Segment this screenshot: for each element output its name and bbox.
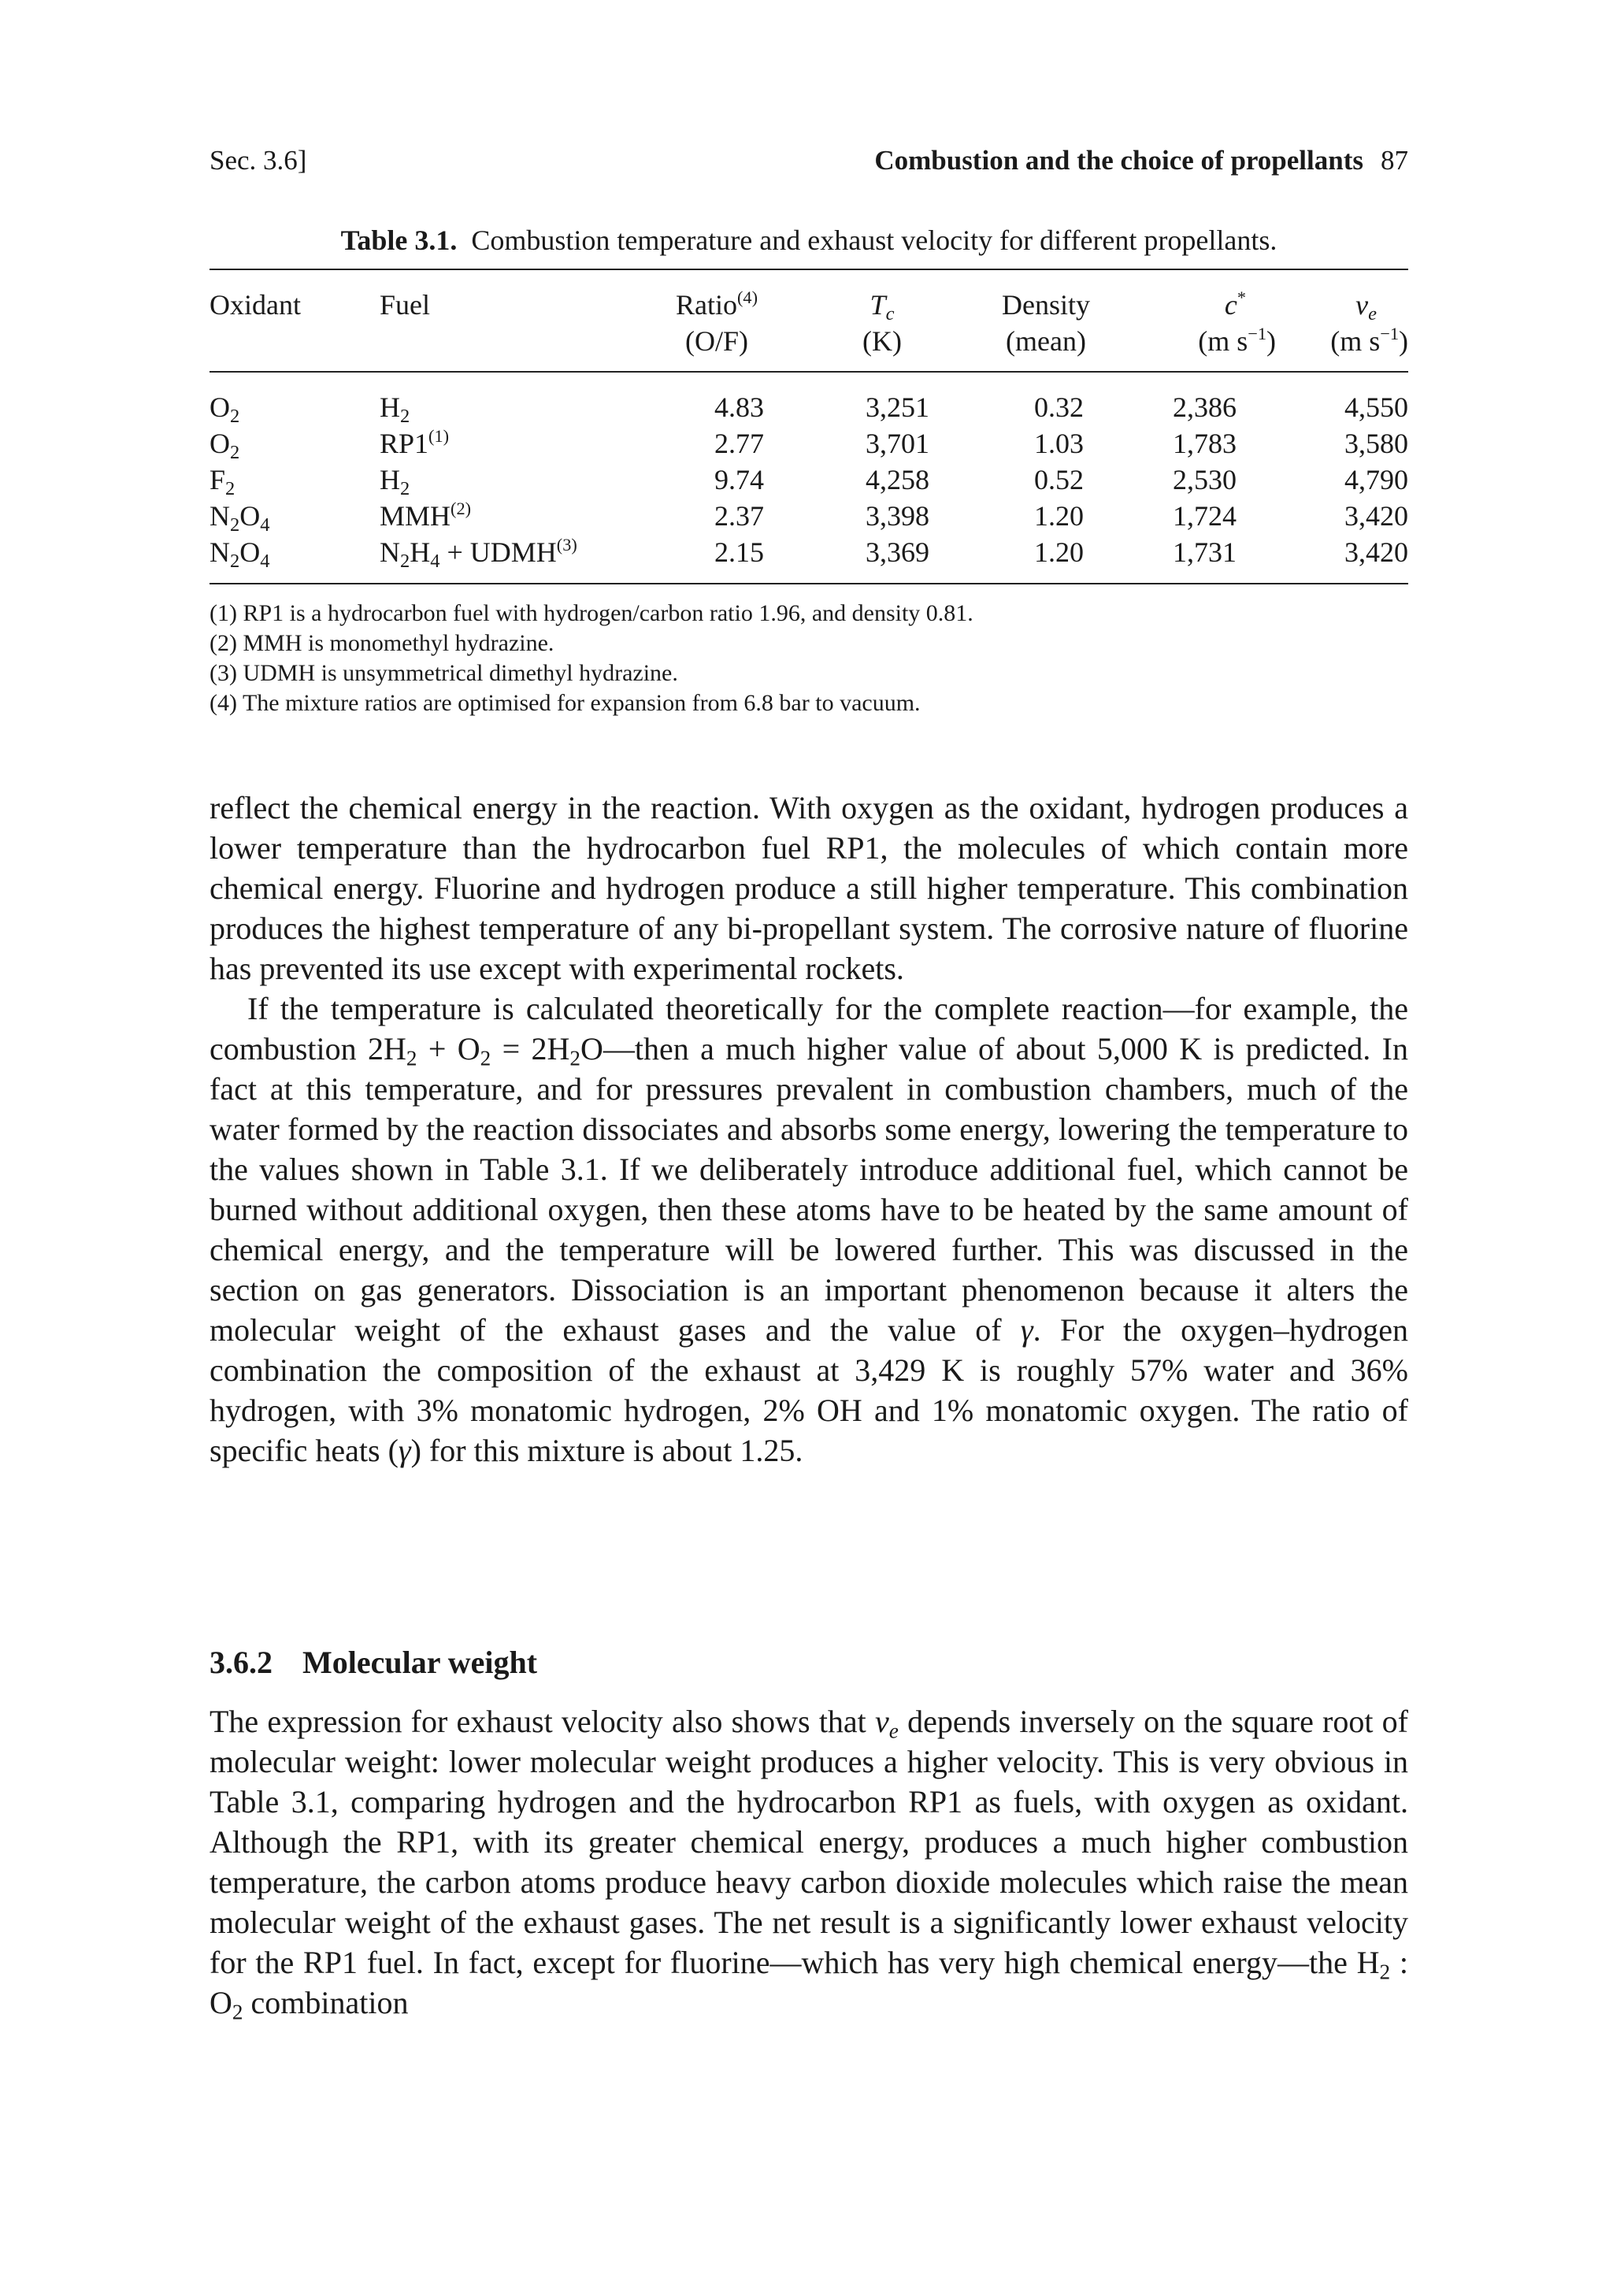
table-label: Table 3.1. — [340, 224, 458, 256]
cell-ve: 3,580 — [1344, 428, 1408, 459]
cell-density: 1.20 — [1034, 500, 1084, 532]
cell-oxidant: $O_2$ — [210, 428, 240, 463]
cell-ve: 4,790 — [1344, 464, 1408, 495]
cell-oxidant: $N_2O_4$ — [210, 500, 270, 536]
table-bottom-rule — [210, 583, 1408, 584]
cell-density: 0.32 — [1034, 391, 1084, 423]
cell-tc: 3,701 — [866, 428, 929, 459]
cell-ratio: 4.83 — [714, 391, 764, 423]
cell-ve: 3,420 — [1344, 536, 1408, 568]
header-density: Density (mean) — [1002, 289, 1090, 357]
cell-ratio: 2.77 — [714, 428, 764, 459]
section-title: Molecular weight — [302, 1645, 538, 1680]
cell-tc: 3,251 — [866, 391, 929, 423]
header-ve: $v_e$ (m $s^{-1}$) — [1330, 289, 1408, 357]
paragraph: reflect the chemical energy in the reaction. With oxygen as the oxidant, hydrogen produces a lower temperature than the hydrocarbon fuel RP1, the molecules of which contain more chemical energy. Fluorine and hydrogen produce a still higher temperature. This combination produces the highest temperature of any bi-propellant system. The corrosive nature of fluorine has prevented its use except with experimental rockets. — [210, 790, 1408, 986]
cell-cstar: 1,724 — [1173, 500, 1237, 532]
paragraph: The expression for exhaust velocity also shows that $v_e$ depends inversely on the square root of molecular weight: lower molecular weight produces a higher velocity. This is very obvious in Table 3.1, comparing hydrogen and the hydrocarbon RP1 as fuels, with oxygen as oxidant. Although the RP1, with its greater chemical energy, produces a much higher combustion temperature, the carbon atoms produce heavy carbon dioxide molecules which raise the mean molecular weight of the exhaust gases. The net result is a significantly lower exhaust velocity for the RP1 fuel. In fact, except for fluorine—which has very high chemical energy—the $H_2$ : $O_2$ combination — [210, 1704, 1408, 2024]
running-title: Combustion and the choice of propellants — [874, 145, 1363, 176]
table-notes — [210, 599, 1408, 718]
body-text-block-2 — [210, 1701, 1408, 2023]
running-title-group — [874, 140, 1408, 181]
table-header-rule — [210, 371, 1408, 373]
section-heading — [210, 1642, 537, 1683]
table-note: (2) MMH is monomethyl hydrazine. — [210, 630, 554, 656]
table-note: (1) RP1 is a hydrocarbon fuel with hydrogen/carbon ratio 1.96, and density 0.81. — [210, 600, 973, 626]
table-note: (3) UDMH is unsymmetrical dimethyl hydrazine. — [210, 660, 678, 686]
paragraph: If the temperature is calculated theoretically for the complete reaction—for example, the combustion $2H_2 + O_2$ = $2H_2O—then$ a much higher value of about 5,000 K is predicted. In fact at this temperature, and for pressures prevalent in combustion chambers, much of the water formed by the reaction dissociates and absorbs some energy, lowering the temperature to the values shown in Table 3.1. If we deliberately introduce additional fuel, which cannot be burned without additional oxygen, then these atoms have to be heated by the same amount of chemical energy, and the temperature will be lowered further. This was discussed in the section on gas generators. Dissociation is an important phenomenon because it alters the molecular weight of the exhaust gases and the value of γ. For the oxygen–hydrogen combination the composition of the exhaust at 3,429 K is roughly 57% water and 36% hydrogen, with 3% monatomic hydrogen, 2% OH and 1% monatomic oxygen. The ratio of specific heats (γ) for this mixture is about 1.25. — [210, 991, 1408, 1468]
header-cstar: c* (m $s^{-1}$) — [1198, 287, 1276, 357]
cell-fuel: RP1$^{(1)}$ — [380, 426, 450, 459]
table-note: (4) The mixture ratios are optimised for expansion from 6.8 bar to vacuum. — [210, 690, 921, 716]
cell-ratio: 9.74 — [714, 464, 764, 495]
cell-density: 0.52 — [1034, 464, 1084, 495]
running-head — [210, 140, 1408, 181]
cell-fuel: $H_2$ — [380, 464, 410, 499]
cell-oxidant: $N_2O_4$ — [210, 536, 270, 572]
cell-oxidant: $F_2$ — [210, 464, 235, 499]
page-number: 87 — [1381, 145, 1408, 176]
cell-ratio: 2.15 — [714, 536, 764, 568]
cell-density: 1.20 — [1034, 536, 1084, 568]
cell-fuel: $N_2H_4$ + $UDMH^{(3)}$ — [380, 535, 577, 572]
cell-tc: 3,369 — [866, 536, 929, 568]
body-text-block — [210, 788, 1408, 1471]
cell-cstar: 2,386 — [1173, 391, 1237, 423]
cell-density: 1.03 — [1034, 428, 1084, 459]
cell-cstar: 2,530 — [1173, 464, 1237, 495]
cell-ve: 3,420 — [1344, 500, 1408, 532]
section-reference: Sec. 3.6] — [210, 145, 307, 176]
cell-cstar: 1,783 — [1173, 428, 1237, 459]
table-caption-text: Combustion temperature and exhaust velocity for different propellants. — [471, 224, 1277, 256]
header-fuel: Fuel — [380, 289, 431, 321]
cell-fuel: $H_2$ — [380, 391, 410, 427]
table-top-rule — [210, 269, 1408, 270]
cell-tc: 4,258 — [866, 464, 929, 495]
section-number: 3.6.2 — [210, 1645, 273, 1680]
cell-cstar: 1,731 — [1173, 536, 1237, 568]
cell-fuel: MMH$^{(2)}$ — [380, 499, 472, 532]
cell-oxidant: $O_2$ — [210, 391, 240, 427]
cell-ve: 4,550 — [1344, 391, 1408, 423]
header-tc: $T_c$ (K) — [862, 289, 902, 357]
header-ratio: Ratio$^{(4)}$ (O/F) — [675, 287, 758, 357]
header-oxidant: Oxidant — [210, 289, 301, 321]
table-caption — [210, 221, 1408, 260]
cell-tc: 3,398 — [866, 500, 929, 532]
cell-ratio: 2.37 — [714, 500, 764, 532]
